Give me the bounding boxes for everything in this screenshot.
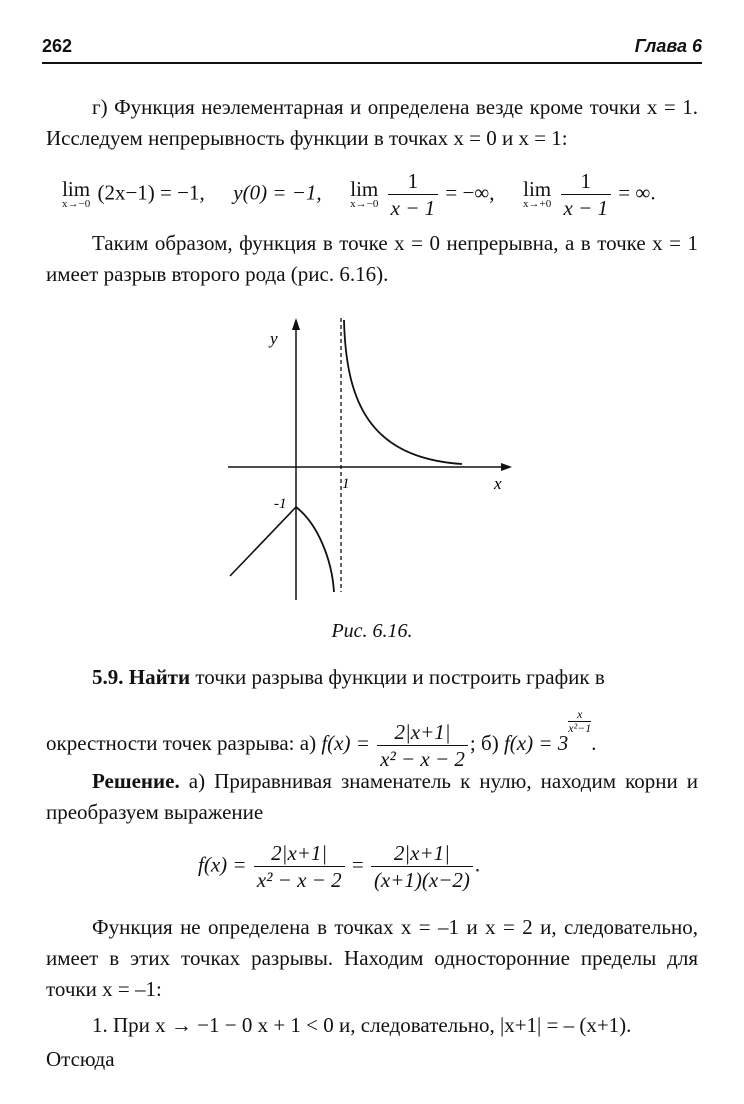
y-label: y: [270, 329, 278, 348]
curve-middle-branch: [296, 507, 334, 592]
lim-1-body: (2x−1) = −1,: [97, 180, 205, 205]
problem-number: 5.9.: [92, 665, 124, 689]
problem-text: точки разрыва функции и построить график в: [195, 665, 605, 689]
solution-label: Решение.: [92, 769, 180, 793]
y0-value: y(0) = −1,: [233, 180, 322, 205]
page-number: 262: [42, 36, 73, 56]
x-label: x: [494, 474, 502, 493]
problem-line2-text: окрестности точек разрыва: а): [46, 731, 317, 755]
f2-fraction-1: $\frac{2|x+1|}{\text{x² − x − 2}}$: [254, 840, 345, 893]
last-line: Отсюда: [46, 1047, 115, 1071]
problem-bold-word: Найти: [128, 665, 191, 689]
fb-exponent: $\frac{x}{\text{x²−1}}$: [568, 707, 592, 735]
chapter-title: Глава 6: [634, 36, 702, 56]
page-header: [42, 36, 702, 64]
fa-lhs: f(x) =: [321, 731, 370, 755]
lim-2-fraction: $\frac{1}{x - 1}$: [388, 168, 439, 221]
y-axis-arrow: [292, 318, 300, 330]
item-1: 1. При x → −1 − 0 x + 1 < 0 и, следовательно, |x+1| = – (x+1).: [92, 1013, 632, 1037]
lim-3: lim x→+0: [523, 176, 552, 210]
lim-2: lim x→−0: [350, 176, 379, 210]
lim-3-result: = ∞.: [618, 180, 656, 205]
problem-line-2: [46, 708, 597, 772]
tick-1-label: 1: [342, 476, 350, 492]
fb-lhs: f(x) = 3: [503, 731, 569, 755]
figure-caption: Рис. 6.16.: [331, 620, 413, 642]
curve-right-branch: [344, 320, 462, 464]
figure-6-16: [0, 310, 744, 610]
tick-minus1-label: -1: [274, 496, 287, 512]
formula-2: [198, 840, 480, 893]
f2-eq: =: [351, 852, 364, 877]
solution-text: а) Приравнивая знаменатель к нулю, находим корни и преобразуем выражение: [46, 769, 698, 824]
f2-fraction-2: $\frac{2|x+1|}{(x+1)(x-2)}$: [371, 840, 473, 893]
paragraph-thus: Таким образом, функция в точке x = 0 непрерывна, а в точке x = 1 имеет разрыв второго рода (рис. 6.16).: [46, 231, 698, 286]
lim-2-result: = −∞,: [445, 180, 495, 205]
limits-line: [62, 168, 656, 221]
lim-3-fraction: $\frac{1}{x - 1}$: [561, 168, 612, 221]
x-axis-arrow: [501, 463, 512, 471]
f2-lhs: f(x) =: [198, 852, 247, 877]
paragraph-g: г) Функция неэлементарная и определена везде кроме точки x = 1. Исследуем непрерывность функции в точках x = 0 и x = 1:: [46, 95, 698, 150]
lim-1: lim x→−0: [62, 176, 91, 210]
fa-separator: ; б): [469, 731, 499, 755]
f2-end: .: [474, 852, 481, 877]
curve-left-line: [230, 507, 296, 576]
paragraph-func: Функция не определена в точках x = –1 и x = 2 и, следовательно, имеет в этих точках разрывы. Находим односторонние пределы для точки x = –1:: [46, 915, 698, 1001]
fa-fraction: $\frac{2|x+1|}{\text{x² − x − 2}}$: [377, 719, 468, 772]
problem-line-1: [46, 662, 698, 693]
fb-end: .: [591, 731, 597, 755]
solution-paragraph: [46, 766, 698, 828]
